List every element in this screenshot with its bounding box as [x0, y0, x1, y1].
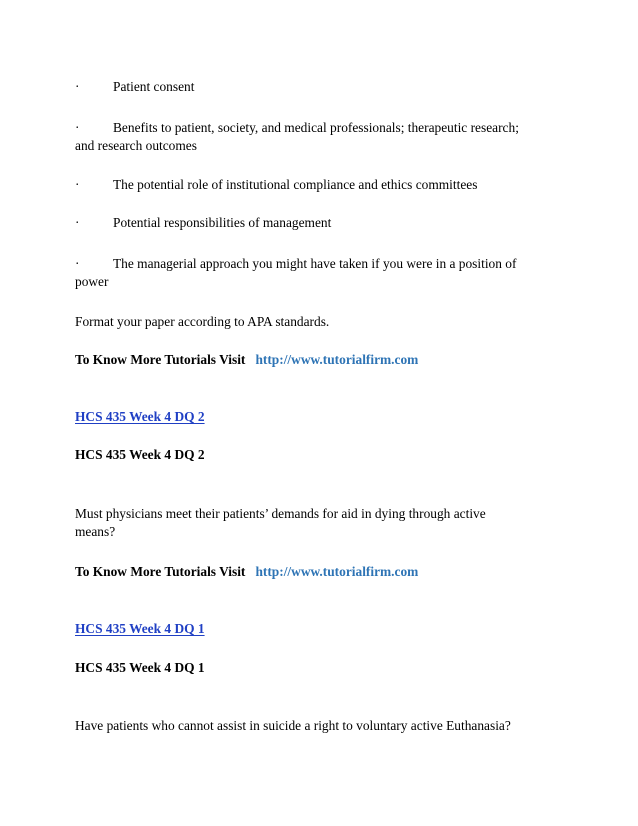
dq1-title: HCS 435 Week 4 DQ 1 [75, 660, 205, 675]
promo-label: To Know More Tutorials Visit [75, 564, 246, 579]
promo-url-link[interactable]: http://www.tutorialfirm.com [255, 564, 419, 579]
bullet-item-patient-consent: Patient consent [113, 79, 195, 94]
promo-url-link[interactable]: http://www.tutorialfirm.com [255, 352, 419, 367]
promo-label: To Know More Tutorials Visit [75, 352, 246, 367]
dq2-heading-link[interactable]: HCS 435 Week 4 DQ 2 [75, 409, 205, 424]
bullet-marker: · [75, 177, 80, 192]
dq2-title: HCS 435 Week 4 DQ 2 [75, 447, 205, 462]
bullet-marker: · [75, 79, 80, 94]
dq1-heading-link[interactable]: HCS 435 Week 4 DQ 1 [75, 621, 205, 636]
dq1-question: Have patients who cannot assist in suicide a right to voluntary active Euthanasia? [75, 718, 511, 733]
bullet-item-compliance: The potential role of institutional compliance and ethics committees [113, 177, 478, 192]
bullet-item-managerial-approach-continued: power [75, 274, 109, 289]
format-note: Format your paper according to APA standards. [75, 314, 330, 329]
bullet-item-management: Potential responsibilities of management [113, 215, 332, 230]
bullet-marker: · [75, 120, 80, 135]
bullet-marker: · [75, 256, 80, 271]
bullet-item-benefits-continued: and research outcomes [75, 138, 197, 153]
dq2-question-continued: means? [75, 524, 116, 539]
bullet-item-managerial-approach: The managerial approach you might have taken if you were in a position of [113, 256, 517, 271]
bullet-item-benefits: Benefits to patient, society, and medical professionals; therapeutic research; [113, 120, 519, 135]
bullet-marker: · [75, 215, 80, 230]
dq2-question: Must physicians meet their patients’ demands for aid in dying through active [75, 506, 486, 521]
promo-line [75, 563, 418, 581]
promo-line [75, 351, 418, 369]
